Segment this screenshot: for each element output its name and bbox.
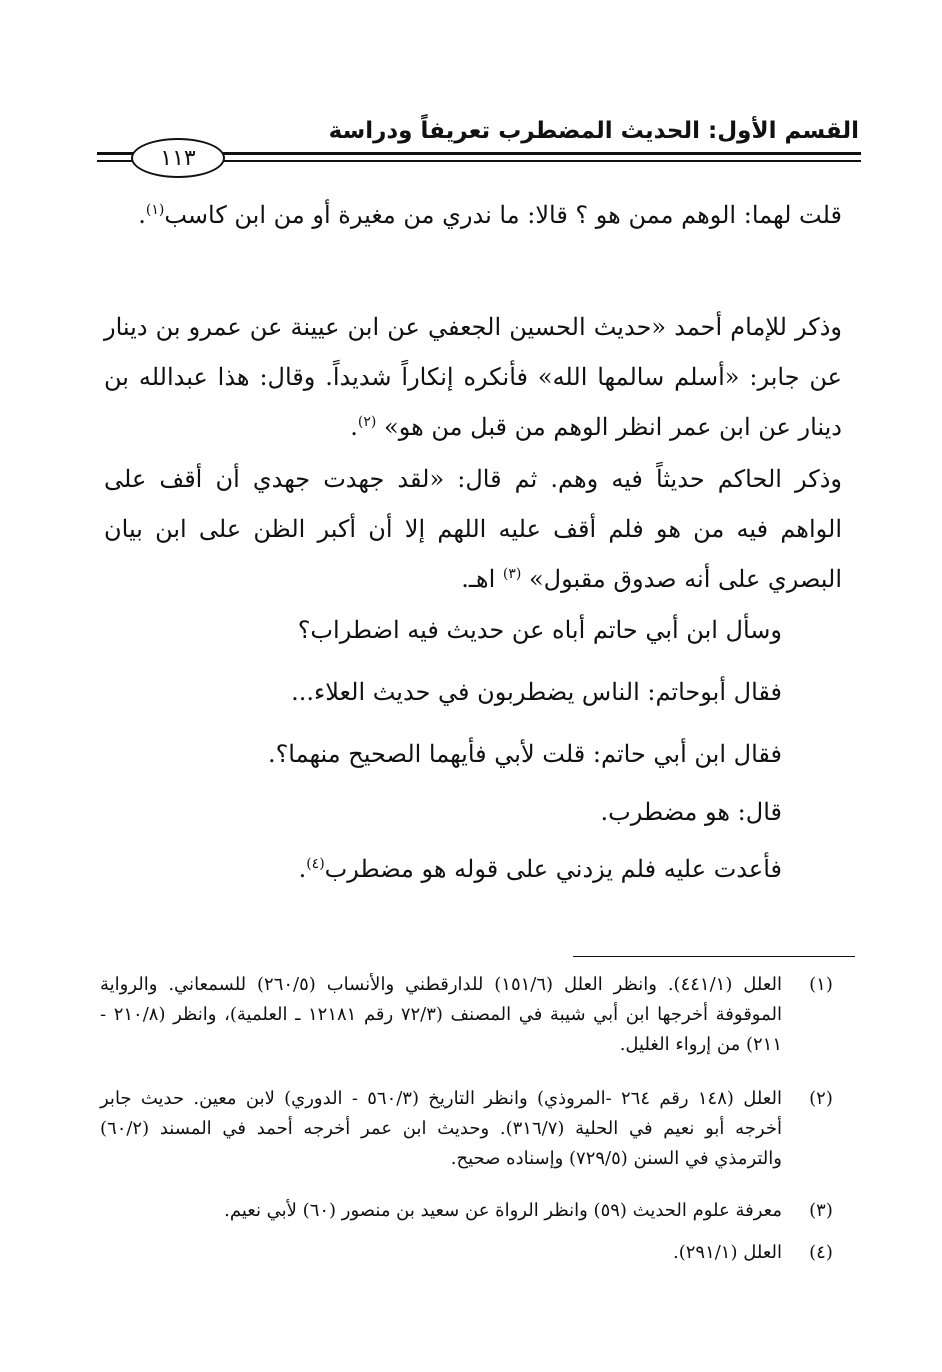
footnote-ref-4: (٤) bbox=[306, 856, 325, 872]
footnote-3-text: معرفة علوم الحديث (٥٩) وانظر الرواة عن سعيد بن منصور (٦٠) لأبي نعيم. bbox=[224, 1200, 782, 1221]
paragraph-2-text: وذكر للإمام أحمد «حديث الحسين الجعفي عن ابن عيينة عن عمرو بن دينار عن جابر: «أسلم سالمها الله» فأنكره إنكاراً شديداً. وقال: هذا عبدالله بن دينار عن ابن عمر انظر الوهم من قبل من هو» bbox=[104, 313, 842, 441]
paragraph-3-end: اهـ. bbox=[461, 565, 496, 593]
footnote-2-number: (٢) bbox=[809, 1088, 833, 1109]
footnote-3-number: (٣) bbox=[809, 1200, 833, 1221]
footnote-4 bbox=[100, 1238, 842, 1268]
footnote-4-text: العلل (٢٩١/١). bbox=[672, 1242, 782, 1263]
page-number: ١١٣ bbox=[160, 145, 196, 171]
paragraph-3-text: وذكر الحاكم حديثاً فيه وهم. ثم قال: «لقد جهدت جهدي أن أقف على الواهم فيه من هو فلم أقف عليه اللهم إلا أن أكبر الظن على ابن بيان البصري على أنه صدوق مقبول» bbox=[104, 465, 842, 593]
rule-right-bottom bbox=[219, 160, 861, 162]
footnote-ref-3: (٣) bbox=[502, 566, 522, 582]
header-rule bbox=[97, 138, 861, 178]
rule-left-bottom bbox=[97, 160, 133, 162]
dialogue-line-3: فقال ابن أبي حاتم: قلت لأبي فأيهما الصحيح منهما؟. bbox=[267, 740, 782, 768]
page-number-badge bbox=[131, 138, 225, 178]
dialogue-line-5-text: فأعدت عليه فلم يزدني على قوله هو مضطرب bbox=[324, 855, 782, 883]
dialogue-line-1: وسأل ابن أبي حاتم أباه عن حديث فيه اضطراب؟ bbox=[297, 616, 782, 644]
footnote-4-number: (٤) bbox=[809, 1242, 833, 1263]
paragraph-3 bbox=[104, 454, 842, 604]
footnote-2 bbox=[100, 1084, 842, 1174]
dialogue-line-2: فقال أبوحاتم: الناس يضطربون في حديث العلاء... bbox=[291, 678, 782, 706]
rule-left-top bbox=[97, 152, 133, 155]
footnote-1-number: (١) bbox=[809, 974, 833, 995]
footnote-separator bbox=[573, 956, 855, 957]
rule-right-top bbox=[219, 152, 861, 155]
footnote-ref-2: (٢) bbox=[357, 414, 377, 430]
paragraph-1: قلت لهما: الوهم ممن هو ؟ قالا: ما ندري من مغيرة أو من ابن كاسب$^{(١)}$. bbox=[138, 201, 842, 229]
paragraph-2: وذكر للإمام أحمد «حديث الحسين الجعفي عن ابن عيينة عن عمرو بن دينار عن جابر: «أسلم سالمها الله» فأنكره إنكاراً شديداً. وقال: هذا عبدالله بن دينار عن ابن عمر انظر الوهم من قبل من هو» $^{(٢)}$. bbox=[104, 313, 842, 441]
paragraph-1-text: قلت لهما: الوهم ممن هو ؟ قالا: ما ندري من مغيرة أو من ابن كاسب bbox=[164, 201, 842, 229]
dialogue-line-4: قال: هو مضطرب. bbox=[600, 798, 782, 826]
footnote-3 bbox=[100, 1196, 842, 1226]
footnote-1-text: العلل (٤٤١/١). وانظر العلل (١٥١/٦) للدارقطني والأنساب (٢٦٠/٥) للسمعاني. والرواية الموقوفة أخرجها ابن أبي شيبة في المصنف (٧٢/٣ رقم ١٢١٨١ ـ العلمية)، وانظر (٢١٠/٨ - ٢١١) من إرواء الغليل. bbox=[100, 974, 782, 1055]
dialogue-line-5: فأعدت عليه فلم يزدني على قوله هو مضطرب$^{(٤)}$. bbox=[298, 855, 782, 883]
footnote-1 bbox=[100, 970, 842, 1060]
footnote-2-text: العلل (١٤٨ رقم ٢٦٤ -المروذي) وانظر التاريخ (٥٦٠/٣ - الدوري) لابن معين. حديث جابر أخرجه أبو نعيم في الحلية (٣١٦/٧). وحديث ابن عمر أخرجه أحمد في المسند (٦٠/٢) والترمذي في السنن (٧٢٩/٥) وإسناده صحيح. bbox=[100, 1088, 782, 1169]
footnote-ref-1: (١) bbox=[145, 202, 165, 218]
running-header-title: القسم الأول: الحديث المضطرب تعريفاً ودراسة bbox=[328, 118, 859, 144]
